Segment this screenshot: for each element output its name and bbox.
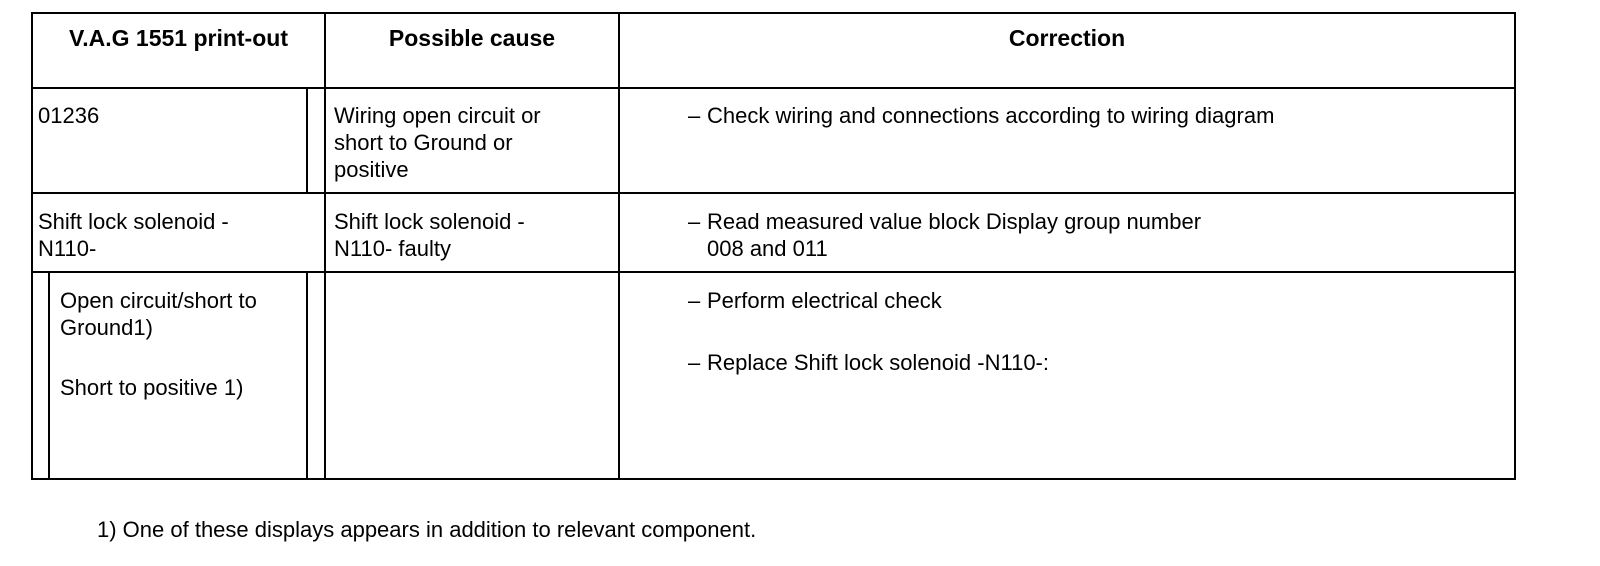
printout-inner-rule-row3 (306, 272, 308, 480)
row1-printout: 01236 (38, 103, 100, 128)
column-divider-cause-correction (618, 12, 620, 480)
printout-indent-rule-row3 (48, 272, 50, 480)
header-printout: V.A.G 1551 print-out (69, 25, 288, 51)
row3-correction-replace-solenoid: Replace Shift lock solenoid -N110-: (707, 350, 1049, 375)
row2-bottom-rule (31, 271, 1516, 273)
header-bottom-rule (31, 87, 1516, 89)
row3-printout-fault-short-positive: Short to positive 1) (60, 375, 244, 400)
row3-correction1-dash: – (688, 288, 701, 313)
column-divider-printout-cause (324, 12, 326, 480)
row2-printout: Shift lock solenoid - N110- (38, 209, 229, 261)
row3-correction2-dash: – (688, 350, 701, 375)
row2-correction-dash: – (688, 209, 701, 234)
row1-bottom-rule (31, 192, 1516, 194)
row1-possible-cause: Wiring open circuit or short to Ground or positive (334, 103, 541, 182)
header-correction: Correction (1008, 25, 1126, 51)
header-possible-cause: Possible cause (388, 25, 556, 51)
row1-correction: Check wiring and connections according to wiring diagram (707, 103, 1275, 128)
row2-correction: Read measured value block Display group number 008 and 011 (707, 209, 1202, 261)
row2-possible-cause: Shift lock solenoid - N110- faulty (334, 209, 525, 261)
row1-correction-dash: – (688, 103, 701, 128)
printout-inner-rule-row1 (306, 89, 308, 194)
footnote: 1) One of these displays appears in addition to relevant component. (97, 517, 757, 542)
row3-printout-fault-open-short-ground: Open circuit/short to Ground1) (60, 288, 257, 340)
row3-correction-electrical-check: Perform electrical check (707, 288, 942, 313)
